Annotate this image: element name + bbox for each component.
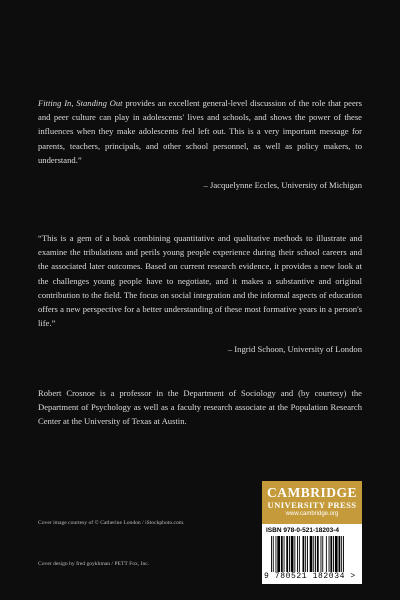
book-title-italic: Fitting In, Standing Out bbox=[38, 98, 123, 108]
cover-design-credit: Cover design by fred goykhman / PETT Fox, Inc. bbox=[38, 561, 150, 567]
isbn-label: ISBN 978-0-521-18203-4 bbox=[266, 527, 339, 534]
barcode-panel bbox=[262, 524, 362, 584]
quote-schoon: “This is a gem of a book combining quantitative and qualitative methods to illustrate and examine the tribulations and perils young people experience during their school careers and the associated later outcomes. Based on current research evidence, it provides a new look at the challenges young people have to negotiate, and it makes a substantive and original contribution to the field. The focus on social integration and the informal aspects of education offers a new perspective for a better understanding of these most formative years in a person's life.” bbox=[38, 233, 362, 329]
quote-eccles bbox=[38, 96, 362, 167]
publisher-press: UNIVERSITY PRESS bbox=[267, 500, 357, 510]
cover-image-credit: Cover image courtesy of © Catherine London / iStockphoto.com. bbox=[38, 520, 185, 526]
author-bio: Robert Crosnoe is a professor in the Department of Sociology and (by courtesy) the Department of Psychology as well as a faculty research associate at the Population Research Center at the University of Texas at Austin. bbox=[38, 388, 362, 427]
barcode-digits: 9 780521 182034 > bbox=[264, 572, 356, 581]
barcode-icon bbox=[271, 536, 353, 572]
quote-eccles-text: provides an excellent general-level discussion of the role that peers and peer culture can play in adolescents' lives and schools, and shows the power of these influences when they make adolescents feel left out. This is a very important message for parents, teachers, principals, and other school personnel, as well as policy makers, to understand.” bbox=[38, 98, 363, 165]
publisher-name: CAMBRIDGE bbox=[266, 485, 357, 500]
attribution-eccles: – Jacquelynne Eccles, University of Michigan bbox=[203, 180, 362, 190]
publisher-logo bbox=[262, 481, 362, 524]
publisher-url: www.cambridge.org bbox=[285, 511, 339, 517]
attribution-schoon: – Ingrid Schoon, University of London bbox=[227, 344, 362, 354]
